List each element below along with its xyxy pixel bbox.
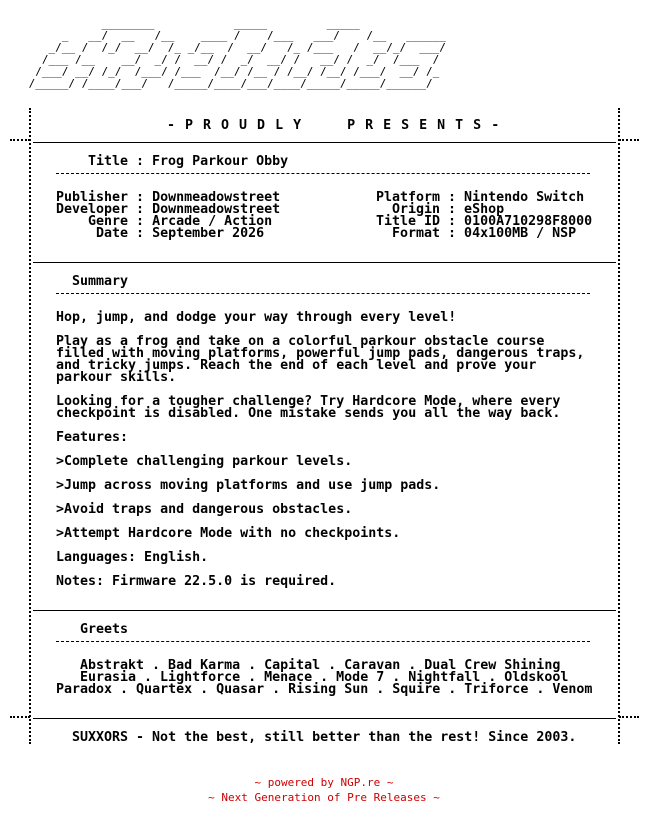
- title-underline: [56, 173, 590, 174]
- frame-right-tick-top: [619, 139, 639, 141]
- info-developer: Developer : Downmeadowstreet: [56, 202, 281, 217]
- greets-heading: Greets: [80, 622, 129, 637]
- summary-description: Play as a frog and take on a colorful parkour obstacle course filled with moving platforms, powerful jump pads, dangerous traps, and tricky jumps. Reach the end of each level and prove your parkour skills.: [56, 334, 585, 385]
- info-format: Format : 04x100MB / NSP: [376, 226, 577, 241]
- info-platform: Platform : Nintendo Switch: [376, 190, 585, 205]
- feature-item: >Attempt Hardcore Mode with no checkpoints.: [56, 526, 401, 541]
- info-genre: Genre : Arcade / Action: [56, 214, 273, 229]
- powered-by-link[interactable]: ~ powered by NGP.re ~: [254, 776, 394, 789]
- info-origin: Origin : eShop: [376, 202, 505, 217]
- summary-intro: Hop, jump, and dodge your way through every level!: [56, 310, 457, 325]
- frame-left-tick-top: [10, 139, 30, 141]
- greets-line: Paradox . Quartex . Quasar . Rising Sun . Squire . Triforce . Venom: [56, 682, 593, 697]
- frame-left-dots: [29, 108, 31, 744]
- group-logo-ascii: ________ _____ _____ _ __/ __ /__ ____ / /___ ___/ /__ ______ _/__ / /_/ __/ /_ _/__ / __/ /_ /___ / __/_/ ___/ /___ /__ __/ _/ / __/ / _/ __/ / __/ / _/ /___ / /___/ __/ /_/ /___/ /___ /__/ /__ / /__/ /__/ /___/ __/ /_ /_____/ /____/___/ /_____/____/___/____/_____/_____/______/: [28, 17, 446, 90]
- presents-banner: - P R O U D L Y P R E S E N T S -: [167, 118, 501, 133]
- greets-line: Eurasia . Lightforce . Menace . Mode 7 . Nightfall . Oldskool: [80, 670, 569, 685]
- feature-item: >Avoid traps and dangerous obstacles.: [56, 502, 353, 517]
- release-title: Title : Frog Parkour Obby: [88, 154, 289, 169]
- summary-underline: [56, 293, 590, 294]
- languages-line: Languages: English.: [56, 550, 209, 565]
- frame-right-dots: [618, 108, 620, 744]
- features-label: Features:: [56, 430, 129, 445]
- divider-bottom: [33, 718, 616, 719]
- summary-hardcore: Looking for a tougher challenge? Try Hardcore Mode, where every checkpoint is disabled. One mistake sends you all the way back.: [56, 394, 561, 421]
- feature-item: >Jump across moving platforms and use jump pads.: [56, 478, 441, 493]
- feature-item: >Complete challenging parkour levels.: [56, 454, 353, 469]
- divider-summary: [33, 610, 616, 611]
- next-gen-tagline: ~ Next Generation of Pre Releases ~: [208, 791, 440, 804]
- info-date: Date : September 2026: [56, 226, 265, 241]
- greets-line: Abstrakt . Bad Karma . Capital . Caravan . Dual Crew Shining: [80, 658, 561, 673]
- summary-heading: Summary: [72, 274, 129, 289]
- divider-top: [33, 142, 616, 143]
- frame-left-tick-bottom: [10, 716, 30, 718]
- divider-info: [33, 262, 616, 263]
- group-tagline: SUXXORS - Not the best, still better than the rest! Since 2003.: [72, 730, 577, 745]
- greets-underline: [56, 641, 590, 642]
- info-title-id: Title ID : 0100A710298F8000: [376, 214, 593, 229]
- info-publisher: Publisher : Downmeadowstreet: [56, 190, 281, 205]
- notes-line: Notes: Firmware 22.5.0 is required.: [56, 574, 337, 589]
- frame-right-tick-bottom: [619, 716, 639, 718]
